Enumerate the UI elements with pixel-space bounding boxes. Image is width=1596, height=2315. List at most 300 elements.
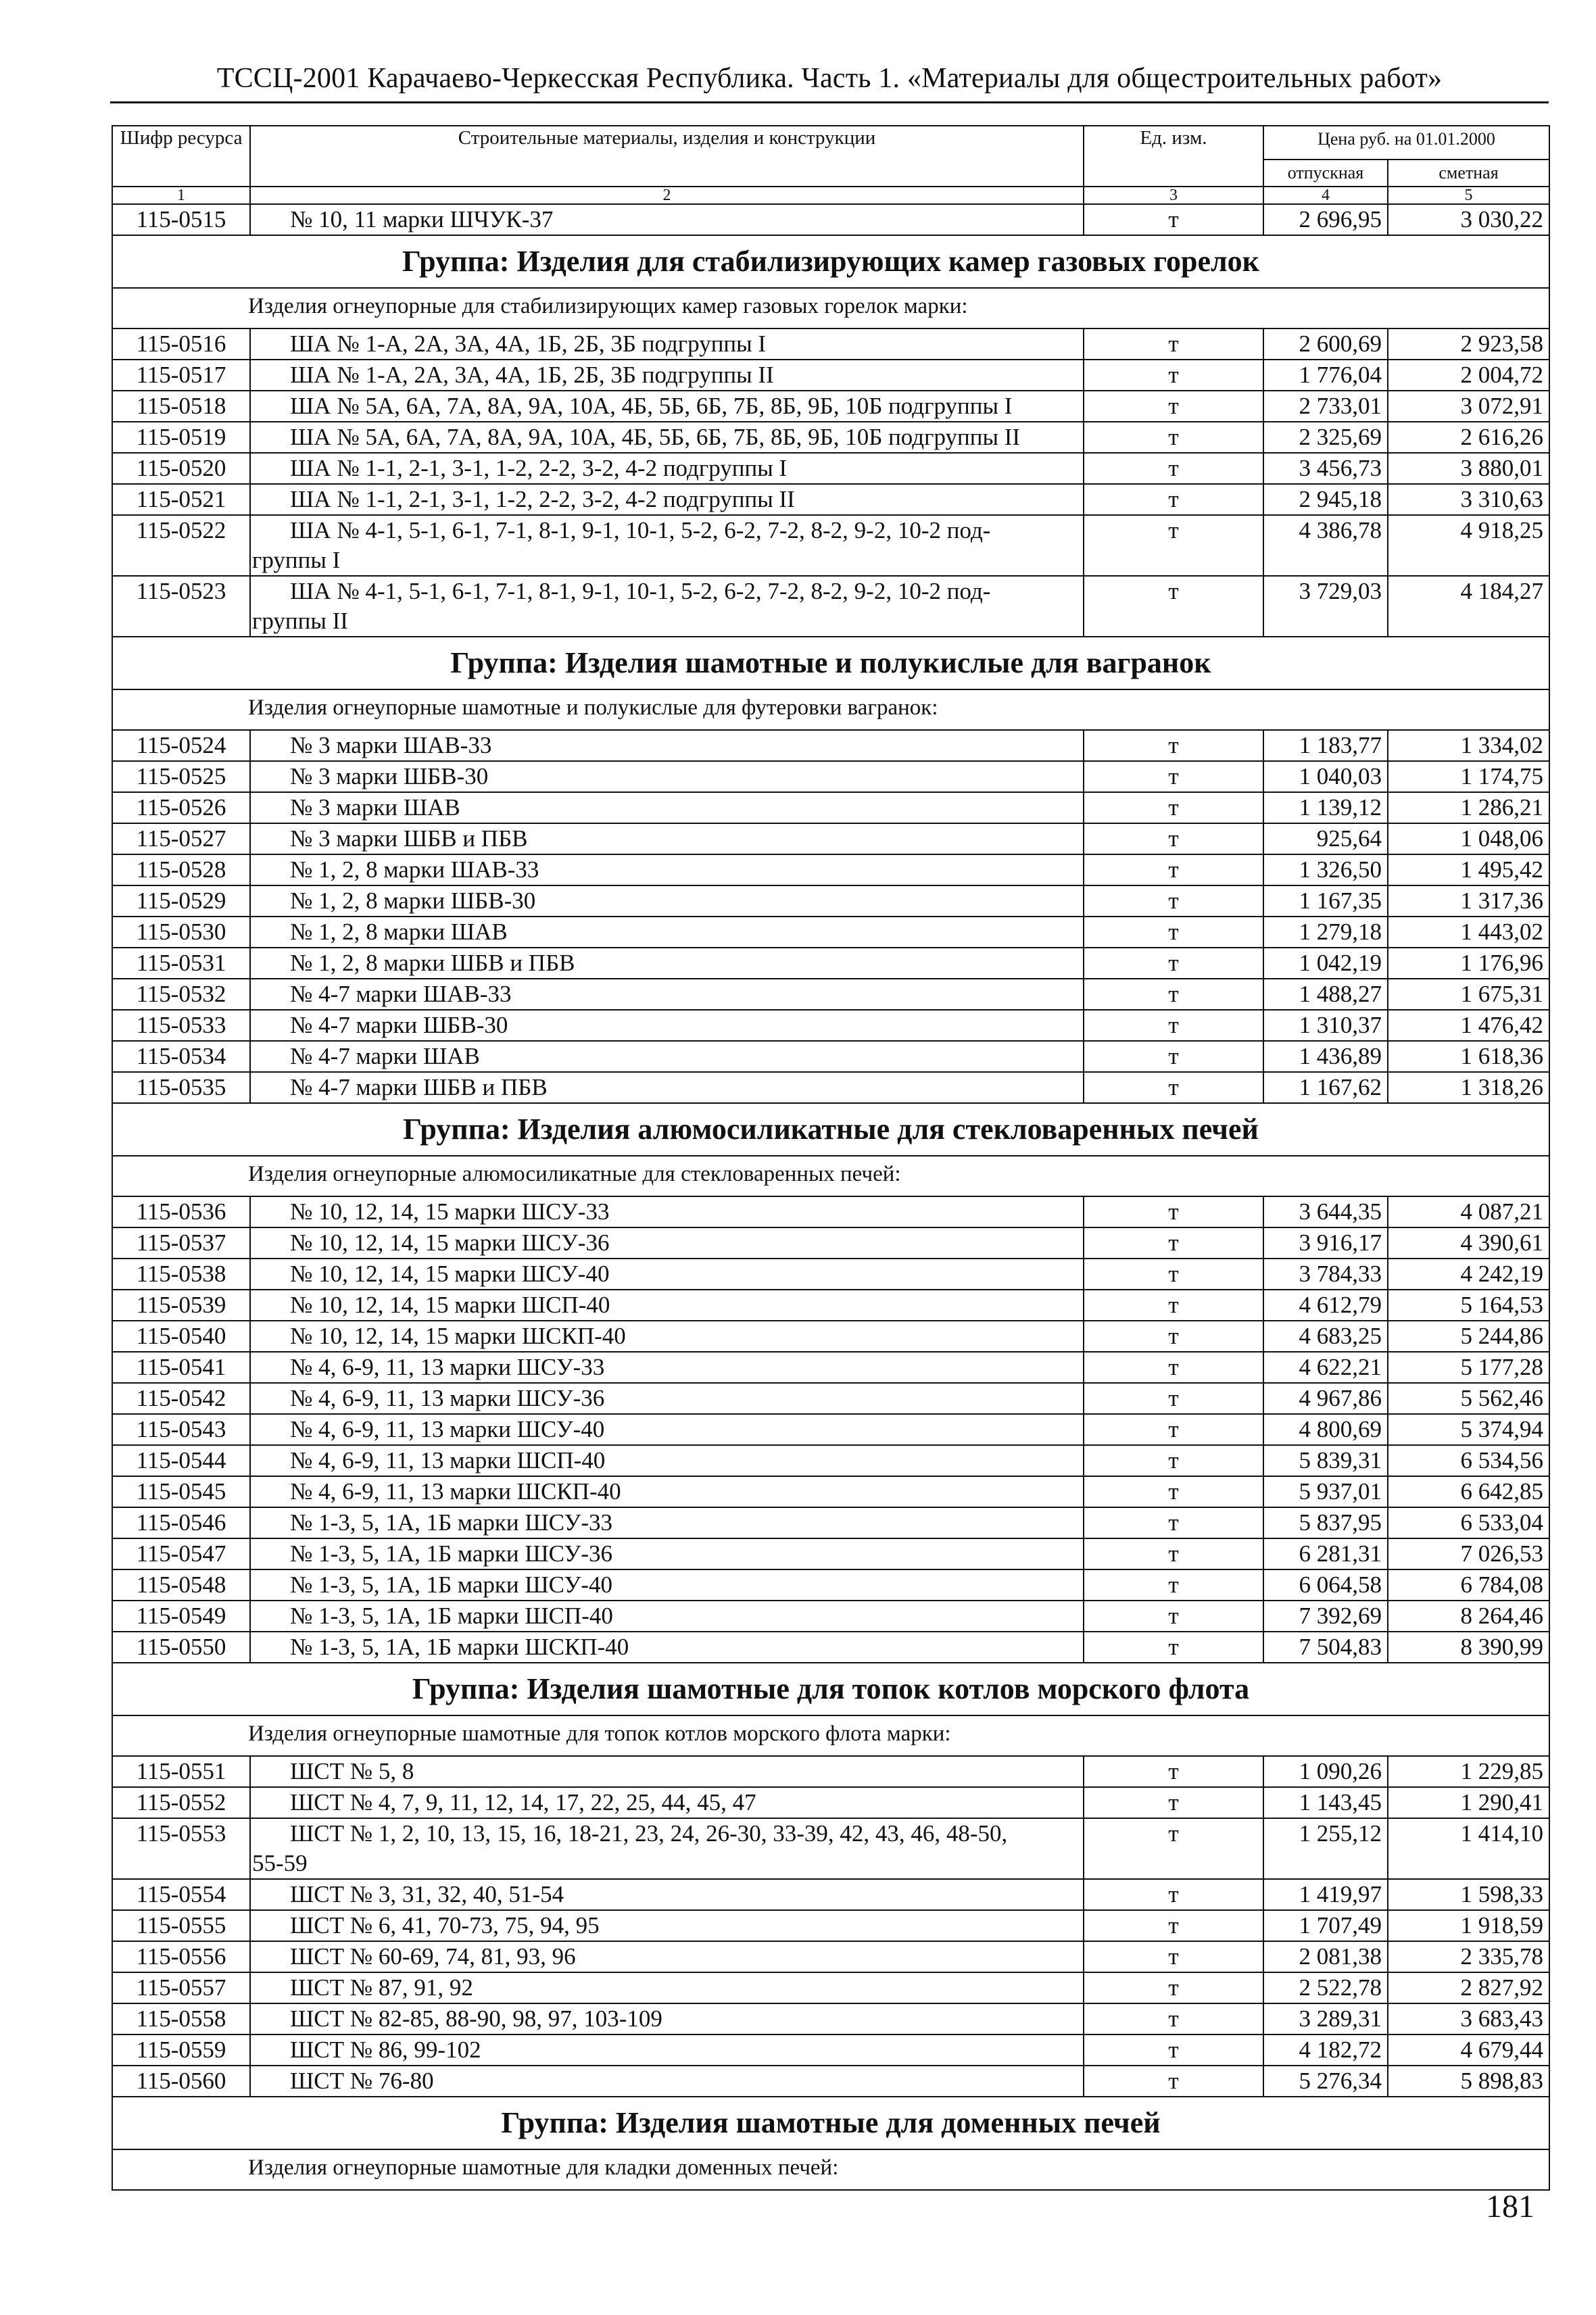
column-number: 2 (250, 187, 1084, 204)
material-name-line: № 1-3, 5, 1А, 1Б марки ШСУ-36 (290, 1540, 612, 1567)
material-name (250, 515, 1084, 576)
table-row (112, 1383, 1549, 1414)
unit-of-measure: т (1084, 515, 1263, 576)
release-price: 4 386,78 (1263, 515, 1388, 576)
release-price: 1 090,26 (1263, 1756, 1388, 1787)
material-name (250, 1352, 1084, 1383)
material-name (250, 360, 1084, 391)
release-price: 5 839,31 (1263, 1445, 1388, 1476)
release-price: 5 276,34 (1263, 2066, 1388, 2097)
table-row (112, 2066, 1549, 2097)
group-heading-row (112, 1663, 1549, 1715)
unit-of-measure: т (1084, 854, 1263, 885)
resource-code: 115-0530 (112, 917, 250, 948)
estimate-price: 2 616,26 (1388, 422, 1549, 453)
release-price: 3 289,31 (1263, 2003, 1388, 2034)
group-subtitle: Изделия огнеупорные алюмосиликатные для стекловаренных печей: (112, 1156, 1549, 1196)
material-name-line: № 4, 6-9, 11, 13 марки ШСКП-40 (290, 1478, 621, 1505)
group-subtitle-row (112, 288, 1549, 328)
estimate-price: 6 784,08 (1388, 1569, 1549, 1601)
resource-code: 115-0545 (112, 1476, 250, 1507)
estimate-price: 5 562,46 (1388, 1383, 1549, 1414)
resource-code: 115-0523 (112, 576, 250, 637)
material-name-line: № 1, 2, 8 марки ШБВ и ПБВ (290, 950, 575, 976)
unit-column-header: Ед. изм. (1084, 126, 1263, 187)
material-name-line: ШСТ № 1, 2, 10, 13, 15, 16, 18-21, 23, 24, 26-30, 33-39, 42, 43, 46, 48-50, (290, 1820, 1008, 1847)
material-name-line: № 10, 12, 14, 15 марки ШСКП-40 (290, 1323, 626, 1349)
table-row (112, 515, 1549, 576)
table-row (112, 453, 1549, 484)
release-price: 3 916,17 (1263, 1227, 1388, 1259)
estimate-price: 6 642,85 (1388, 1476, 1549, 1507)
material-name-line: № 1-3, 5, 1А, 1Б марки ШСУ-33 (290, 1509, 612, 1536)
release-price-header: отпускная (1263, 160, 1388, 187)
material-name (250, 792, 1084, 823)
group-heading: Группа: Изделия шамотные для топок котлов морского флота (112, 1663, 1549, 1715)
estimate-price: 1 317,36 (1388, 885, 1549, 917)
estimate-price: 5 164,53 (1388, 1290, 1549, 1321)
unit-of-measure: т (1084, 979, 1263, 1010)
release-price: 3 729,03 (1263, 576, 1388, 637)
resource-code: 115-0534 (112, 1041, 250, 1072)
estimate-price: 2 335,78 (1388, 1941, 1549, 1972)
estimate-price: 1 176,96 (1388, 948, 1549, 979)
estimate-price: 5 898,83 (1388, 2066, 1549, 2097)
unit-of-measure: т (1084, 1972, 1263, 2003)
table-row (112, 1538, 1549, 1569)
release-price: 3 784,33 (1263, 1259, 1388, 1290)
group-heading: Группа: Изделия для стабилизирующих камер газовых горелок (112, 235, 1549, 288)
unit-of-measure: т (1084, 1259, 1263, 1290)
estimate-price: 1 229,85 (1388, 1756, 1549, 1787)
unit-of-measure: т (1084, 1383, 1263, 1414)
column-number: 1 (112, 187, 250, 204)
material-name-line: № 3 марки ШАВ-33 (290, 732, 492, 758)
unit-of-measure: т (1084, 823, 1263, 854)
resource-code: 115-0538 (112, 1259, 250, 1290)
column-number: 3 (1084, 187, 1263, 204)
material-name-line: № 10, 11 марки ШЧУК-37 (290, 206, 554, 233)
resource-code: 115-0529 (112, 885, 250, 917)
estimate-price: 2 923,58 (1388, 328, 1549, 360)
resource-code: 115-0520 (112, 453, 250, 484)
unit-of-measure: т (1084, 885, 1263, 917)
estimate-price: 2 827,92 (1388, 1972, 1549, 2003)
material-name-continuation: группы II (252, 608, 348, 634)
release-price: 3 644,35 (1263, 1196, 1388, 1227)
code-column-header: Шифр ресурса (112, 126, 250, 187)
material-name (250, 204, 1084, 235)
material-name-line: ША № 1-А, 2А, 3А, 4А, 1Б, 2Б, 3Б подгруппы II (290, 362, 774, 388)
table-row (112, 484, 1549, 515)
material-name-line: № 4, 6-9, 11, 13 марки ШСУ-40 (290, 1416, 605, 1442)
estimate-price: 3 683,43 (1388, 2003, 1549, 2034)
release-price: 1 776,04 (1263, 360, 1388, 391)
resource-code: 115-0557 (112, 1972, 250, 2003)
resource-code: 115-0531 (112, 948, 250, 979)
table-row (112, 979, 1549, 1010)
table-row (112, 948, 1549, 979)
resource-code: 115-0526 (112, 792, 250, 823)
unit-of-measure: т (1084, 1321, 1263, 1352)
estimate-price: 8 264,46 (1388, 1601, 1549, 1632)
material-name (250, 1879, 1084, 1910)
material-name (250, 1290, 1084, 1321)
release-price: 2 600,69 (1263, 328, 1388, 360)
release-price: 1 707,49 (1263, 1910, 1388, 1941)
unit-of-measure: т (1084, 328, 1263, 360)
release-price: 1 139,12 (1263, 792, 1388, 823)
unit-of-measure: т (1084, 360, 1263, 391)
resource-code: 115-0543 (112, 1414, 250, 1445)
unit-of-measure: т (1084, 1414, 1263, 1445)
material-name (250, 2034, 1084, 2066)
unit-of-measure: т (1084, 917, 1263, 948)
resource-code: 115-0535 (112, 1072, 250, 1103)
estimate-price: 1 334,02 (1388, 730, 1549, 761)
resource-code: 115-0533 (112, 1010, 250, 1041)
material-name-line: ША № 1-А, 2А, 3А, 4А, 1Б, 2Б, 3Б подгруппы I (290, 331, 767, 357)
group-subtitle: Изделия огнеупорные для стабилизирующих камер газовых горелок марки: (112, 288, 1549, 328)
estimate-price: 1 414,10 (1388, 1818, 1549, 1879)
material-name (250, 1569, 1084, 1601)
material-name (250, 1787, 1084, 1818)
group-heading-row (112, 1103, 1549, 1156)
material-name (250, 422, 1084, 453)
page-number: 181 (1486, 2189, 1534, 2224)
release-price: 2 081,38 (1263, 1941, 1388, 1972)
material-name-line: № 4-7 марки ШАВ (290, 1043, 480, 1069)
table-row (112, 1632, 1549, 1663)
table-row (112, 1507, 1549, 1538)
release-price: 1 436,89 (1263, 1041, 1388, 1072)
column-number: 5 (1388, 187, 1549, 204)
material-name (250, 484, 1084, 515)
material-name (250, 1818, 1084, 1879)
resource-code: 115-0547 (112, 1538, 250, 1569)
material-name (250, 917, 1084, 948)
material-name (250, 576, 1084, 637)
release-price: 1 279,18 (1263, 917, 1388, 948)
table-row (112, 2034, 1549, 2066)
release-price: 1 326,50 (1263, 854, 1388, 885)
resource-code: 115-0519 (112, 422, 250, 453)
unit-of-measure: т (1084, 576, 1263, 637)
table-row (112, 2003, 1549, 2034)
estimate-price: 5 244,86 (1388, 1321, 1549, 1352)
unit-of-measure: т (1084, 1818, 1263, 1879)
column-number: 4 (1263, 187, 1388, 204)
unit-of-measure: т (1084, 1601, 1263, 1632)
resource-code: 115-0521 (112, 484, 250, 515)
table-row (112, 854, 1549, 885)
release-price: 5 937,01 (1263, 1476, 1388, 1507)
material-name (250, 1383, 1084, 1414)
material-name-line: № 1-3, 5, 1А, 1Б марки ШСУ-40 (290, 1571, 612, 1598)
unit-of-measure: т (1084, 1756, 1263, 1787)
table-row (112, 1941, 1549, 1972)
material-name-continuation: группы I (252, 547, 341, 573)
material-name-continuation: 55-59 (252, 1850, 308, 1876)
table-row (112, 1601, 1549, 1632)
material-name (250, 854, 1084, 885)
resource-code: 115-0553 (112, 1818, 250, 1879)
group-subtitle-row (112, 689, 1549, 730)
resource-code: 115-0532 (112, 979, 250, 1010)
material-name (250, 761, 1084, 792)
estimate-price: 3 310,63 (1388, 484, 1549, 515)
material-name-line: № 4-7 марки ШБВ и ПБВ (290, 1074, 548, 1100)
running-header: ТССЦ-2001 Карачаево-Черкесская Республика. Часть 1. «Материалы для общестроительных работ» (216, 63, 1443, 94)
material-name-line: № 3 марки ШАВ (290, 794, 460, 821)
group-heading-row (112, 637, 1549, 689)
material-name-line: № 10, 12, 14, 15 марки ШСП-40 (290, 1292, 610, 1318)
unit-of-measure: т (1084, 1476, 1263, 1507)
material-name-line: ШСТ № 3, 31, 32, 40, 51-54 (290, 1881, 564, 1907)
material-name (250, 885, 1084, 917)
estimate-price: 8 390,99 (1388, 1632, 1549, 1663)
estimate-price: 1 048,06 (1388, 823, 1549, 854)
resource-code: 115-0515 (112, 204, 250, 235)
material-name-line: № 10, 12, 14, 15 марки ШСУ-40 (290, 1261, 610, 1287)
table-row (112, 576, 1549, 637)
estimate-price: 5 177,28 (1388, 1352, 1549, 1383)
estimate-price: 4 087,21 (1388, 1196, 1549, 1227)
resource-code: 115-0552 (112, 1787, 250, 1818)
material-name (250, 1941, 1084, 1972)
release-price: 2 696,95 (1263, 204, 1388, 235)
unit-of-measure: т (1084, 2003, 1263, 2034)
group-subtitle-row (112, 1715, 1549, 1756)
resource-code: 115-0554 (112, 1879, 250, 1910)
table-row (112, 1196, 1549, 1227)
estimate-price: 1 286,21 (1388, 792, 1549, 823)
group-subtitle: Изделия огнеупорные шамотные для топок котлов морского флота марки: (112, 1715, 1549, 1756)
material-name (250, 730, 1084, 761)
unit-of-measure: т (1084, 1538, 1263, 1569)
estimate-price: 2 004,72 (1388, 360, 1549, 391)
table-row (112, 1414, 1549, 1445)
table-row (112, 1787, 1549, 1818)
column-numbers-row (112, 187, 1549, 204)
unit-of-measure: т (1084, 948, 1263, 979)
resource-code: 115-0560 (112, 2066, 250, 2097)
unit-of-measure: т (1084, 1445, 1263, 1476)
material-name (250, 1414, 1084, 1445)
material-name-line: ШСТ № 4, 7, 9, 11, 12, 14, 17, 22, 25, 44, 45, 47 (290, 1789, 756, 1816)
material-name-line: ШСТ № 86, 99-102 (290, 2037, 481, 2063)
resource-code: 115-0559 (112, 2034, 250, 2066)
estimate-price: 6 533,04 (1388, 1507, 1549, 1538)
table-row (112, 1569, 1549, 1601)
unit-of-measure: т (1084, 484, 1263, 515)
release-price: 4 967,86 (1263, 1383, 1388, 1414)
estimate-price: 1 290,41 (1388, 1787, 1549, 1818)
estimate-price: 1 476,42 (1388, 1010, 1549, 1041)
unit-of-measure: т (1084, 1041, 1263, 1072)
unit-of-measure: т (1084, 1787, 1263, 1818)
estimate-price: 1 495,42 (1388, 854, 1549, 885)
material-name-line: ША № 5А, 6А, 7А, 8А, 9А, 10А, 4Б, 5Б, 6Б, 7Б, 8Б, 9Б, 10Б подгруппы I (290, 393, 1013, 419)
unit-of-measure: т (1084, 1352, 1263, 1383)
resource-code: 115-0550 (112, 1632, 250, 1663)
resource-code: 115-0558 (112, 2003, 250, 2034)
release-price: 2 733,01 (1263, 391, 1388, 422)
material-name (250, 453, 1084, 484)
release-price: 1 310,37 (1263, 1010, 1388, 1041)
material-name-line: ША № 1-1, 2-1, 3-1, 1-2, 2-2, 3-2, 4-2 подгруппы I (290, 455, 788, 481)
price-column-header: Цена руб. на 01.01.2000 (1263, 126, 1549, 160)
material-name-line: ШСТ № 82-85, 88-90, 98, 97, 103-109 (290, 2005, 662, 2032)
release-price: 1 042,19 (1263, 948, 1388, 979)
estimate-price: 3 030,22 (1388, 204, 1549, 235)
material-name-line: № 3 марки ШБВ-30 (290, 763, 489, 789)
material-name (250, 2066, 1084, 2097)
material-name (250, 1196, 1084, 1227)
unit-of-measure: т (1084, 1632, 1263, 1663)
resource-code: 115-0541 (112, 1352, 250, 1383)
resource-code: 115-0551 (112, 1756, 250, 1787)
unit-of-measure: т (1084, 1910, 1263, 1941)
material-name-line: № 10, 12, 14, 15 марки ШСУ-33 (290, 1198, 610, 1225)
estimate-price: 1 598,33 (1388, 1879, 1549, 1910)
unit-of-measure: т (1084, 761, 1263, 792)
release-price: 6 281,31 (1263, 1538, 1388, 1569)
table-row (112, 1352, 1549, 1383)
material-name (250, 1476, 1084, 1507)
table-body (112, 204, 1549, 2190)
table-row (112, 1972, 1549, 2003)
release-price: 4 182,72 (1263, 2034, 1388, 2066)
estimate-price: 4 242,19 (1388, 1259, 1549, 1290)
table-row (112, 761, 1549, 792)
release-price: 1 167,35 (1263, 885, 1388, 917)
table-row (112, 1259, 1549, 1290)
estimate-price: 6 534,56 (1388, 1445, 1549, 1476)
name-column-header: Строительные материалы, изделия и конструкции (250, 126, 1084, 187)
resource-code: 115-0524 (112, 730, 250, 761)
material-name (250, 1227, 1084, 1259)
unit-of-measure: т (1084, 792, 1263, 823)
unit-of-measure: т (1084, 1879, 1263, 1910)
release-price: 7 392,69 (1263, 1601, 1388, 1632)
release-price: 1 183,77 (1263, 730, 1388, 761)
estimate-price: 4 390,61 (1388, 1227, 1549, 1259)
table-row (112, 792, 1549, 823)
material-name-line: № 10, 12, 14, 15 марки ШСУ-36 (290, 1229, 610, 1256)
table-row (112, 1910, 1549, 1941)
unit-of-measure: т (1084, 1569, 1263, 1601)
resource-code: 115-0540 (112, 1321, 250, 1352)
resource-code: 115-0542 (112, 1383, 250, 1414)
release-price: 925,64 (1263, 823, 1388, 854)
unit-of-measure: т (1084, 453, 1263, 484)
estimate-price: 1 318,26 (1388, 1072, 1549, 1103)
table-row (112, 1445, 1549, 1476)
table-row (112, 1072, 1549, 1103)
resource-code: 115-0525 (112, 761, 250, 792)
resource-code: 115-0546 (112, 1507, 250, 1538)
unit-of-measure: т (1084, 2034, 1263, 2066)
table-row (112, 1818, 1549, 1879)
unit-of-measure: т (1084, 1196, 1263, 1227)
resource-code: 115-0544 (112, 1445, 250, 1476)
material-name-line: ША № 4-1, 5-1, 6-1, 7-1, 8-1, 9-1, 10-1, 5-2, 6-2, 7-2, 8-2, 9-2, 10-2 под- (290, 517, 991, 543)
resource-code: 115-0536 (112, 1196, 250, 1227)
release-price: 2 522,78 (1263, 1972, 1388, 2003)
group-heading-row (112, 2097, 1549, 2149)
material-name-line: ШСТ № 6, 41, 70-73, 75, 94, 95 (290, 1912, 600, 1939)
material-name-line: № 1-3, 5, 1А, 1Б марки ШСП-40 (290, 1603, 613, 1629)
material-name-line: № 1, 2, 8 марки ШБВ-30 (290, 887, 536, 914)
table-row (112, 917, 1549, 948)
material-name (250, 1538, 1084, 1569)
unit-of-measure: т (1084, 422, 1263, 453)
estimate-price: 1 918,59 (1388, 1910, 1549, 1941)
release-price: 1 167,62 (1263, 1072, 1388, 1103)
material-name-line: ШСТ № 87, 91, 92 (290, 1974, 473, 2001)
group-heading-row (112, 235, 1549, 288)
resource-code: 115-0522 (112, 515, 250, 576)
resource-code: 115-0539 (112, 1290, 250, 1321)
table-row (112, 1227, 1549, 1259)
resource-code: 115-0548 (112, 1569, 250, 1601)
material-name-line: ШСТ № 60-69, 74, 81, 93, 96 (290, 1943, 576, 1970)
material-name (250, 1632, 1084, 1663)
table-row (112, 730, 1549, 761)
estimate-price: 3 880,01 (1388, 453, 1549, 484)
table-row (112, 328, 1549, 360)
unit-of-measure: т (1084, 1507, 1263, 1538)
group-heading: Группа: Изделия алюмосиликатные для стекловаренных печей (112, 1103, 1549, 1156)
group-subtitle: Изделия огнеупорные шамотные для кладки доменных печей: (112, 2149, 1549, 2190)
release-price: 1 255,12 (1263, 1818, 1388, 1879)
unit-of-measure: т (1084, 1072, 1263, 1103)
material-name-line: № 4-7 марки ШБВ-30 (290, 1012, 508, 1038)
table-row (112, 1321, 1549, 1352)
unit-of-measure: т (1084, 391, 1263, 422)
material-name-line: № 4-7 марки ШАВ-33 (290, 981, 512, 1007)
material-name (250, 1972, 1084, 2003)
release-price: 7 504,83 (1263, 1632, 1388, 1663)
estimate-price-header: сметная (1388, 160, 1549, 187)
release-price: 1 488,27 (1263, 979, 1388, 1010)
material-name-line: № 3 марки ШБВ и ПБВ (290, 825, 528, 852)
material-name-line: № 1-3, 5, 1А, 1Б марки ШСКП-40 (290, 1634, 629, 1660)
resource-code: 115-0518 (112, 391, 250, 422)
material-name (250, 1072, 1084, 1103)
material-name-line: ША № 4-1, 5-1, 6-1, 7-1, 8-1, 9-1, 10-1, 5-2, 6-2, 7-2, 8-2, 9-2, 10-2 под- (290, 578, 991, 604)
table-head (112, 126, 1549, 204)
release-price: 4 683,25 (1263, 1321, 1388, 1352)
table-row (112, 391, 1549, 422)
unit-of-measure: т (1084, 1010, 1263, 1041)
table-row (112, 1010, 1549, 1041)
material-name (250, 391, 1084, 422)
estimate-price: 1 675,31 (1388, 979, 1549, 1010)
material-name-line: № 4, 6-9, 11, 13 марки ШСП-40 (290, 1447, 606, 1473)
table-row (112, 1756, 1549, 1787)
price-table (112, 125, 1550, 2191)
unit-of-measure: т (1084, 1227, 1263, 1259)
release-price: 6 064,58 (1263, 1569, 1388, 1601)
material-name-line: ША № 1-1, 2-1, 3-1, 1-2, 2-2, 3-2, 4-2 подгруппы II (290, 486, 795, 512)
release-price: 2 325,69 (1263, 422, 1388, 453)
material-name (250, 1756, 1084, 1787)
material-name (250, 1321, 1084, 1352)
material-name-line: ШСТ № 5, 8 (290, 1758, 414, 1784)
table-row (112, 422, 1549, 453)
